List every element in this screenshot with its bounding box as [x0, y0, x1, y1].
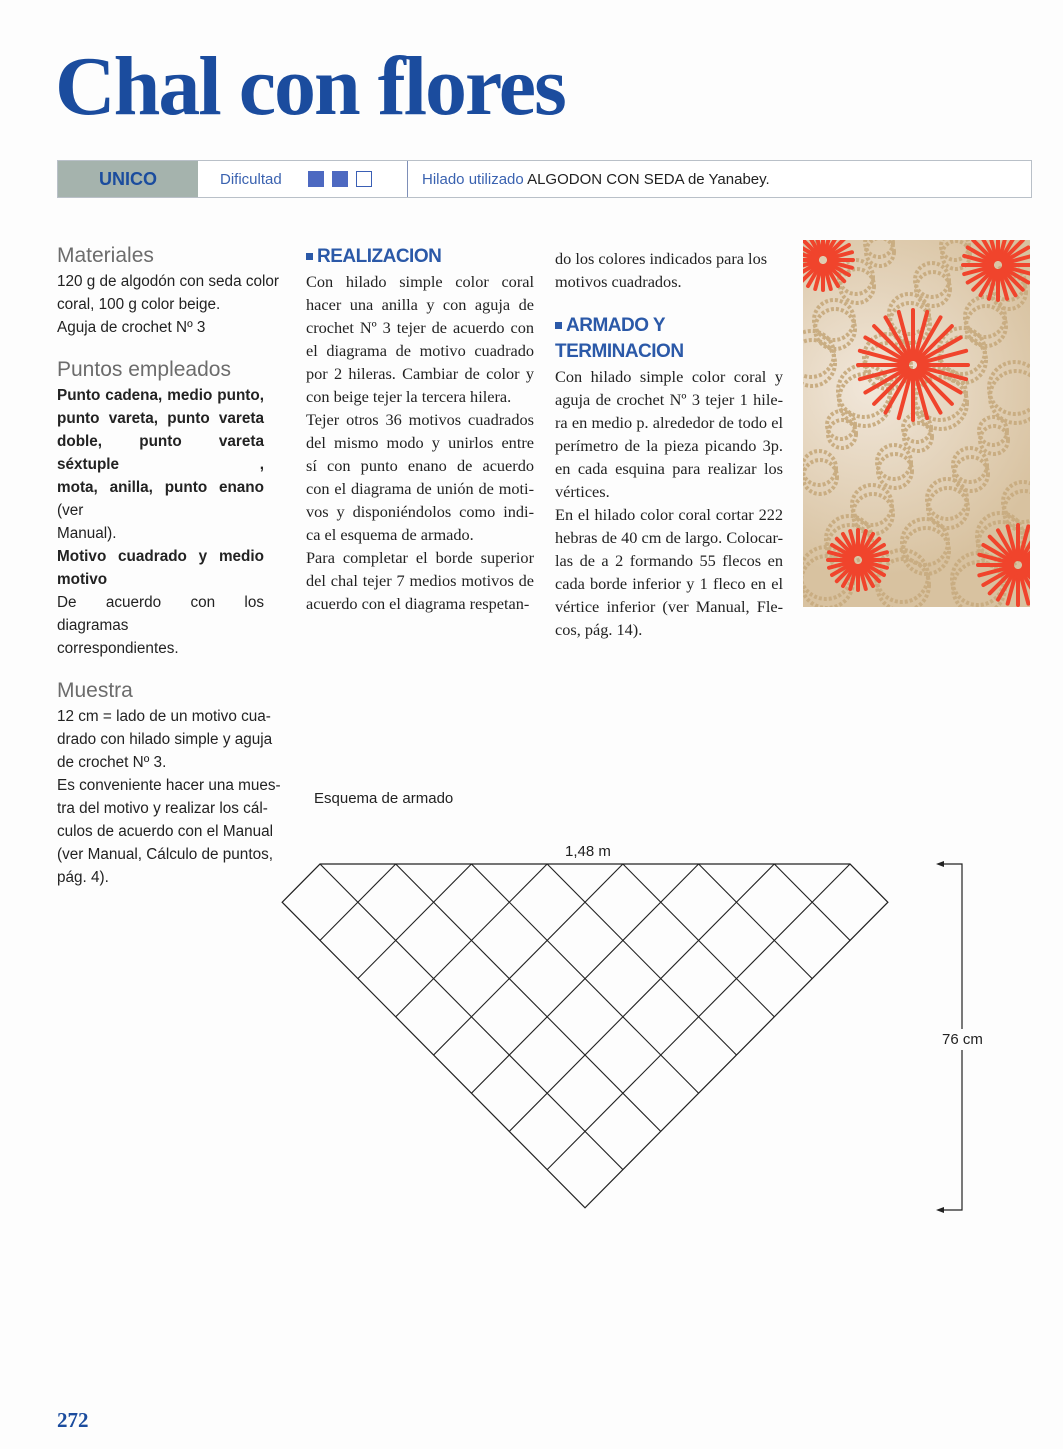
text-line: 120 g de algodón con seda color — [57, 273, 279, 290]
width-label: 1,48 m — [565, 843, 611, 860]
text-line: punto vareta, punto vareta — [57, 410, 264, 427]
puntos-rest: (ver — [57, 502, 84, 519]
schema-label: Esquema de armado — [314, 790, 454, 807]
text-line: En el hilado color coral cortar 222 — [555, 505, 783, 524]
armado-title: ARMADO Y TERMINACION — [555, 315, 684, 362]
text-line: tra del motivo y realizar los cál- — [57, 800, 268, 817]
text-line: las de a 2 formando 55 flecos en — [555, 551, 783, 570]
height-label: 76 cm — [942, 1031, 983, 1048]
text-line: sí con punto enano de acuerdo — [306, 456, 534, 475]
text-line: correspondientes. — [57, 640, 179, 657]
yarn-label: Hilado utilizado — [422, 170, 524, 188]
text-line: De acuerdo con los diagramas — [57, 594, 264, 634]
arrow-left-icon — [936, 1207, 944, 1213]
grid-line — [169, 864, 623, 1322]
text-line: ra en medio p. alrededor de todo el — [555, 413, 783, 432]
grid-line — [774, 864, 1063, 1322]
text-line: Motivo cuadrado y medio — [57, 548, 264, 565]
puntos-manual: Manual). — [57, 525, 117, 542]
text-line: Aguja de crochet Nº 3 — [57, 319, 206, 336]
text-line: coral, 100 g color beige. — [57, 296, 221, 313]
text-line: aguja de crochet Nº 3 tejer 1 hile- — [555, 390, 783, 409]
materiales-heading: Materiales — [57, 244, 154, 267]
text-line: 12 cm = lado de un motivo cua- — [57, 708, 271, 725]
text-line: Tejer otros 36 motivos cuadrados — [306, 410, 534, 429]
text-line: motivo — [57, 571, 108, 588]
text-line: por 2 hileras. Cambiar de color y — [306, 364, 534, 383]
grid-line — [850, 864, 1063, 1322]
page-number: 272 — [57, 1408, 89, 1432]
grid-line — [547, 864, 1001, 1322]
text-line: (ver Manual, Cálculo de puntos, — [57, 846, 273, 863]
yarn-value: ALGODON CON SEDA de Yanabey. — [527, 170, 770, 188]
text-line: acuerdo con el diagrama respetan- — [306, 594, 530, 613]
text-line: cada borde inferior y 1 fleco en el — [555, 574, 783, 593]
page-title: Chal con flores — [55, 40, 565, 133]
text-line: drado con hilado simple y aguja — [57, 731, 273, 748]
text-line: ca el esquema de armado. — [306, 525, 474, 544]
text-line: Con hilado simple color coral y — [555, 367, 783, 386]
puntos-bold: mota, anilla, punto enano — [57, 479, 264, 496]
text-line: perímetro de la pieza picando 3p. — [555, 436, 783, 455]
text-line: motivos cuadrados. — [555, 272, 682, 291]
text-line: vértices. — [555, 482, 610, 501]
difficulty-label: Dificultad — [220, 170, 282, 188]
grid-line — [0, 864, 396, 1322]
text-line: Punto cadena, medio punto, — [57, 387, 264, 404]
grid-line — [699, 864, 1063, 1322]
text-line: de crochet Nº 3. — [57, 754, 167, 771]
text-line: doble, punto vareta séxtuple , — [57, 433, 264, 473]
text-line: do los colores indicados para los — [555, 249, 768, 268]
text-line: con beige tejer la tercera hilera. — [306, 387, 512, 406]
diagram-outline — [282, 864, 888, 1208]
text-line: Con hilado simple color coral — [306, 272, 534, 291]
grid-line — [17, 864, 471, 1322]
text-line: del mismo modo y unirlos entre — [306, 433, 534, 452]
grid-line — [0, 864, 320, 1322]
muestra-heading: Muestra — [57, 679, 133, 702]
text-line: en cada esquina para realizar los — [555, 459, 783, 478]
text-line: vértice inferior (ver Manual, Fle- — [555, 597, 783, 616]
text-line: pág. 4). — [57, 869, 109, 886]
text-line: con el diagrama de unión de moti- — [306, 479, 534, 498]
text-line: Para completar el borde superior — [306, 548, 534, 567]
text-line: el diagrama de motivo cuadrado — [306, 341, 534, 360]
text-line: Es conveniente hacer una mues- — [57, 777, 281, 794]
text-line: culos de acuerdo con el Manual — [57, 823, 273, 840]
text-line: hebras de 40 cm de largo. Colocar- — [555, 528, 783, 547]
size-label: UNICO — [58, 161, 198, 197]
puntos-heading: Puntos empleados — [57, 358, 231, 381]
text-line: cos, pág. 14). — [555, 620, 643, 639]
diagram-grid — [0, 864, 1063, 1322]
text-line: hacer una anilla y con aguja de — [306, 295, 534, 314]
realizacion-title: REALIZACION — [317, 246, 442, 267]
text-line: crochet Nº 3 tejer de acuerdo con — [306, 318, 534, 337]
arrow-left-icon — [936, 861, 944, 867]
text-line: vos y disponiéndolos como indi- — [306, 502, 534, 521]
text-line: del chal tejer 7 medios motivos de — [306, 571, 534, 590]
grid-line — [93, 864, 547, 1322]
